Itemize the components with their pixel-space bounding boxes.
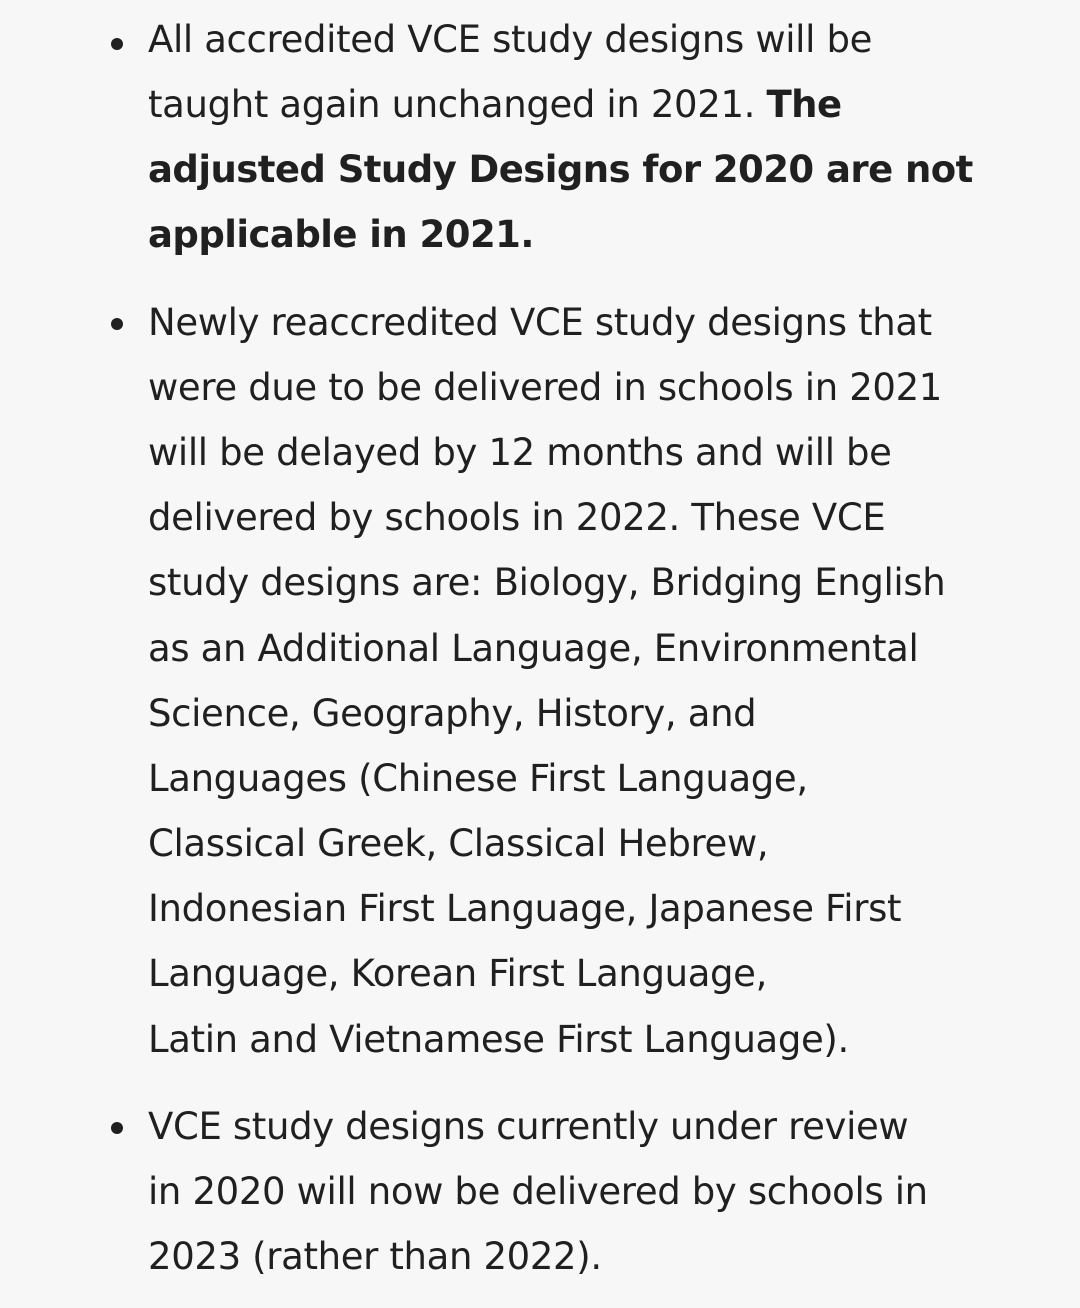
text-line	[148, 77, 842, 133]
text-line: Languages (Chinese First Language,	[148, 757, 808, 800]
text-line: taught again unchanged in 2021.	[148, 83, 756, 126]
text-line: were due to be delivered in schools in 2021	[148, 366, 942, 409]
text-line: Science, Geography, History, and	[148, 692, 757, 735]
text-line: Language, Korean First Language,	[148, 952, 768, 995]
text-line: Classical Greek, Classical Hebrew,	[148, 822, 769, 865]
text-line: VCE study designs currently under review	[148, 1105, 909, 1148]
bullet-dot	[111, 38, 123, 50]
bullet-dot	[111, 318, 123, 330]
text-line: in 2020 will now be delivered by schools in	[148, 1170, 928, 1213]
bold-text: The	[766, 83, 842, 126]
bold-text: applicable in 2021.	[148, 213, 534, 256]
text-line: Indonesian First Language, Japanese First	[148, 887, 902, 930]
text-line: will be delayed by 12 months and will be	[148, 431, 892, 474]
text-line: 2023 (rather than 2022).	[148, 1235, 602, 1278]
text-line: All accredited VCE study designs will be	[148, 18, 872, 61]
text-line: study designs are: Biology, Bridging English	[148, 561, 946, 604]
text-line: delivered by schools in 2022. These VCE	[148, 496, 886, 539]
text-line: Newly reaccredited VCE study designs that	[148, 301, 932, 344]
text-line: as an Additional Language, Environmental	[148, 627, 919, 670]
bold-text: adjusted Study Designs for 2020 are not	[148, 148, 973, 191]
text-line: Latin and Vietnamese First Language).	[148, 1018, 849, 1061]
bullet-dot	[111, 1122, 123, 1134]
